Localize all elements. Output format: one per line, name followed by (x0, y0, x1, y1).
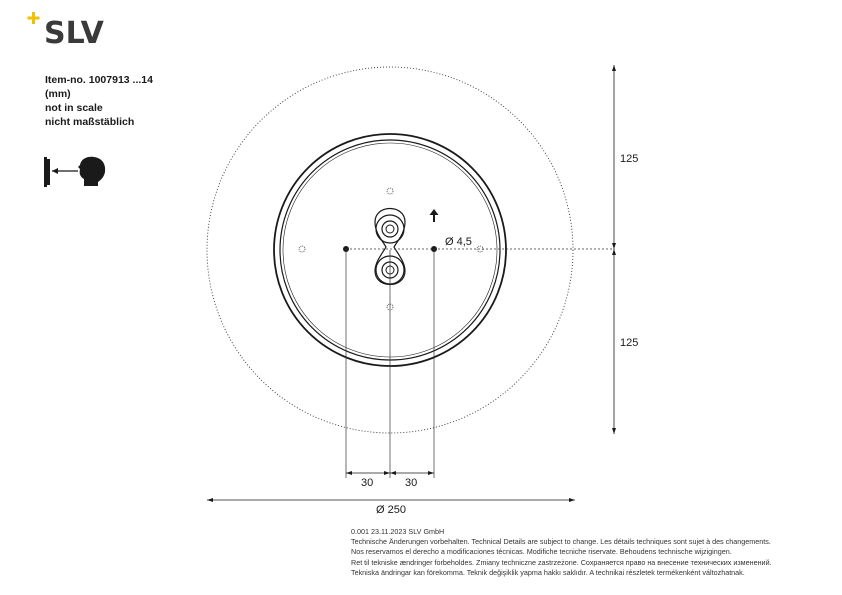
scale-note-en: not in scale (45, 102, 103, 114)
footer-disclaimer-1: Technische Änderungen vorbehalten. Technical Details are subject to change. Les détails techniques sont sujet à des changements. (351, 537, 771, 547)
scale-note-de: nicht maßstäblich (45, 116, 135, 128)
marker-left (299, 246, 305, 252)
unit-label: (mm) (45, 88, 71, 100)
dim-hole-diameter: Ø 4,5 (445, 236, 472, 248)
up-arrow-icon (430, 209, 439, 222)
footer-notes (351, 527, 772, 578)
footer-disclaimer-4: Tekniska ändringar kan förekomma. Teknik değişiklik yapma hakkı saklıdır. A technikai részletek termékenként változhatnak. (351, 567, 745, 577)
dim-height-lower: 125 (620, 337, 639, 349)
dim-height-upper: 125 (620, 153, 639, 165)
footer-version: 0.001 23.11.2023 SLV GmbH (351, 527, 445, 536)
dim-overall-diameter: Ø 250 (376, 504, 406, 516)
upper-boss-ring (376, 215, 404, 243)
marker-top (387, 188, 393, 194)
dim-offset-left: 30 (361, 477, 374, 489)
dimension-vertical (612, 65, 616, 434)
brand-name: SLV (44, 16, 104, 51)
dimension-overall-diameter (207, 498, 575, 502)
item-number: Item-no. 1007913 ...14 (45, 74, 153, 86)
footer-disclaimer-2: Nos reservamos el derecho a modificaciones técnicas. Modifiche tecniche riservate. Behoudens technische wijzigingen. (351, 547, 732, 557)
dim-offset-right: 30 (405, 477, 418, 489)
footer-disclaimer-3: Ret til tekniske ændringer forbeholdes. Zmiany techniczne zastrzeżone. Сохраняется право на внесение технических изменений. (351, 557, 772, 567)
